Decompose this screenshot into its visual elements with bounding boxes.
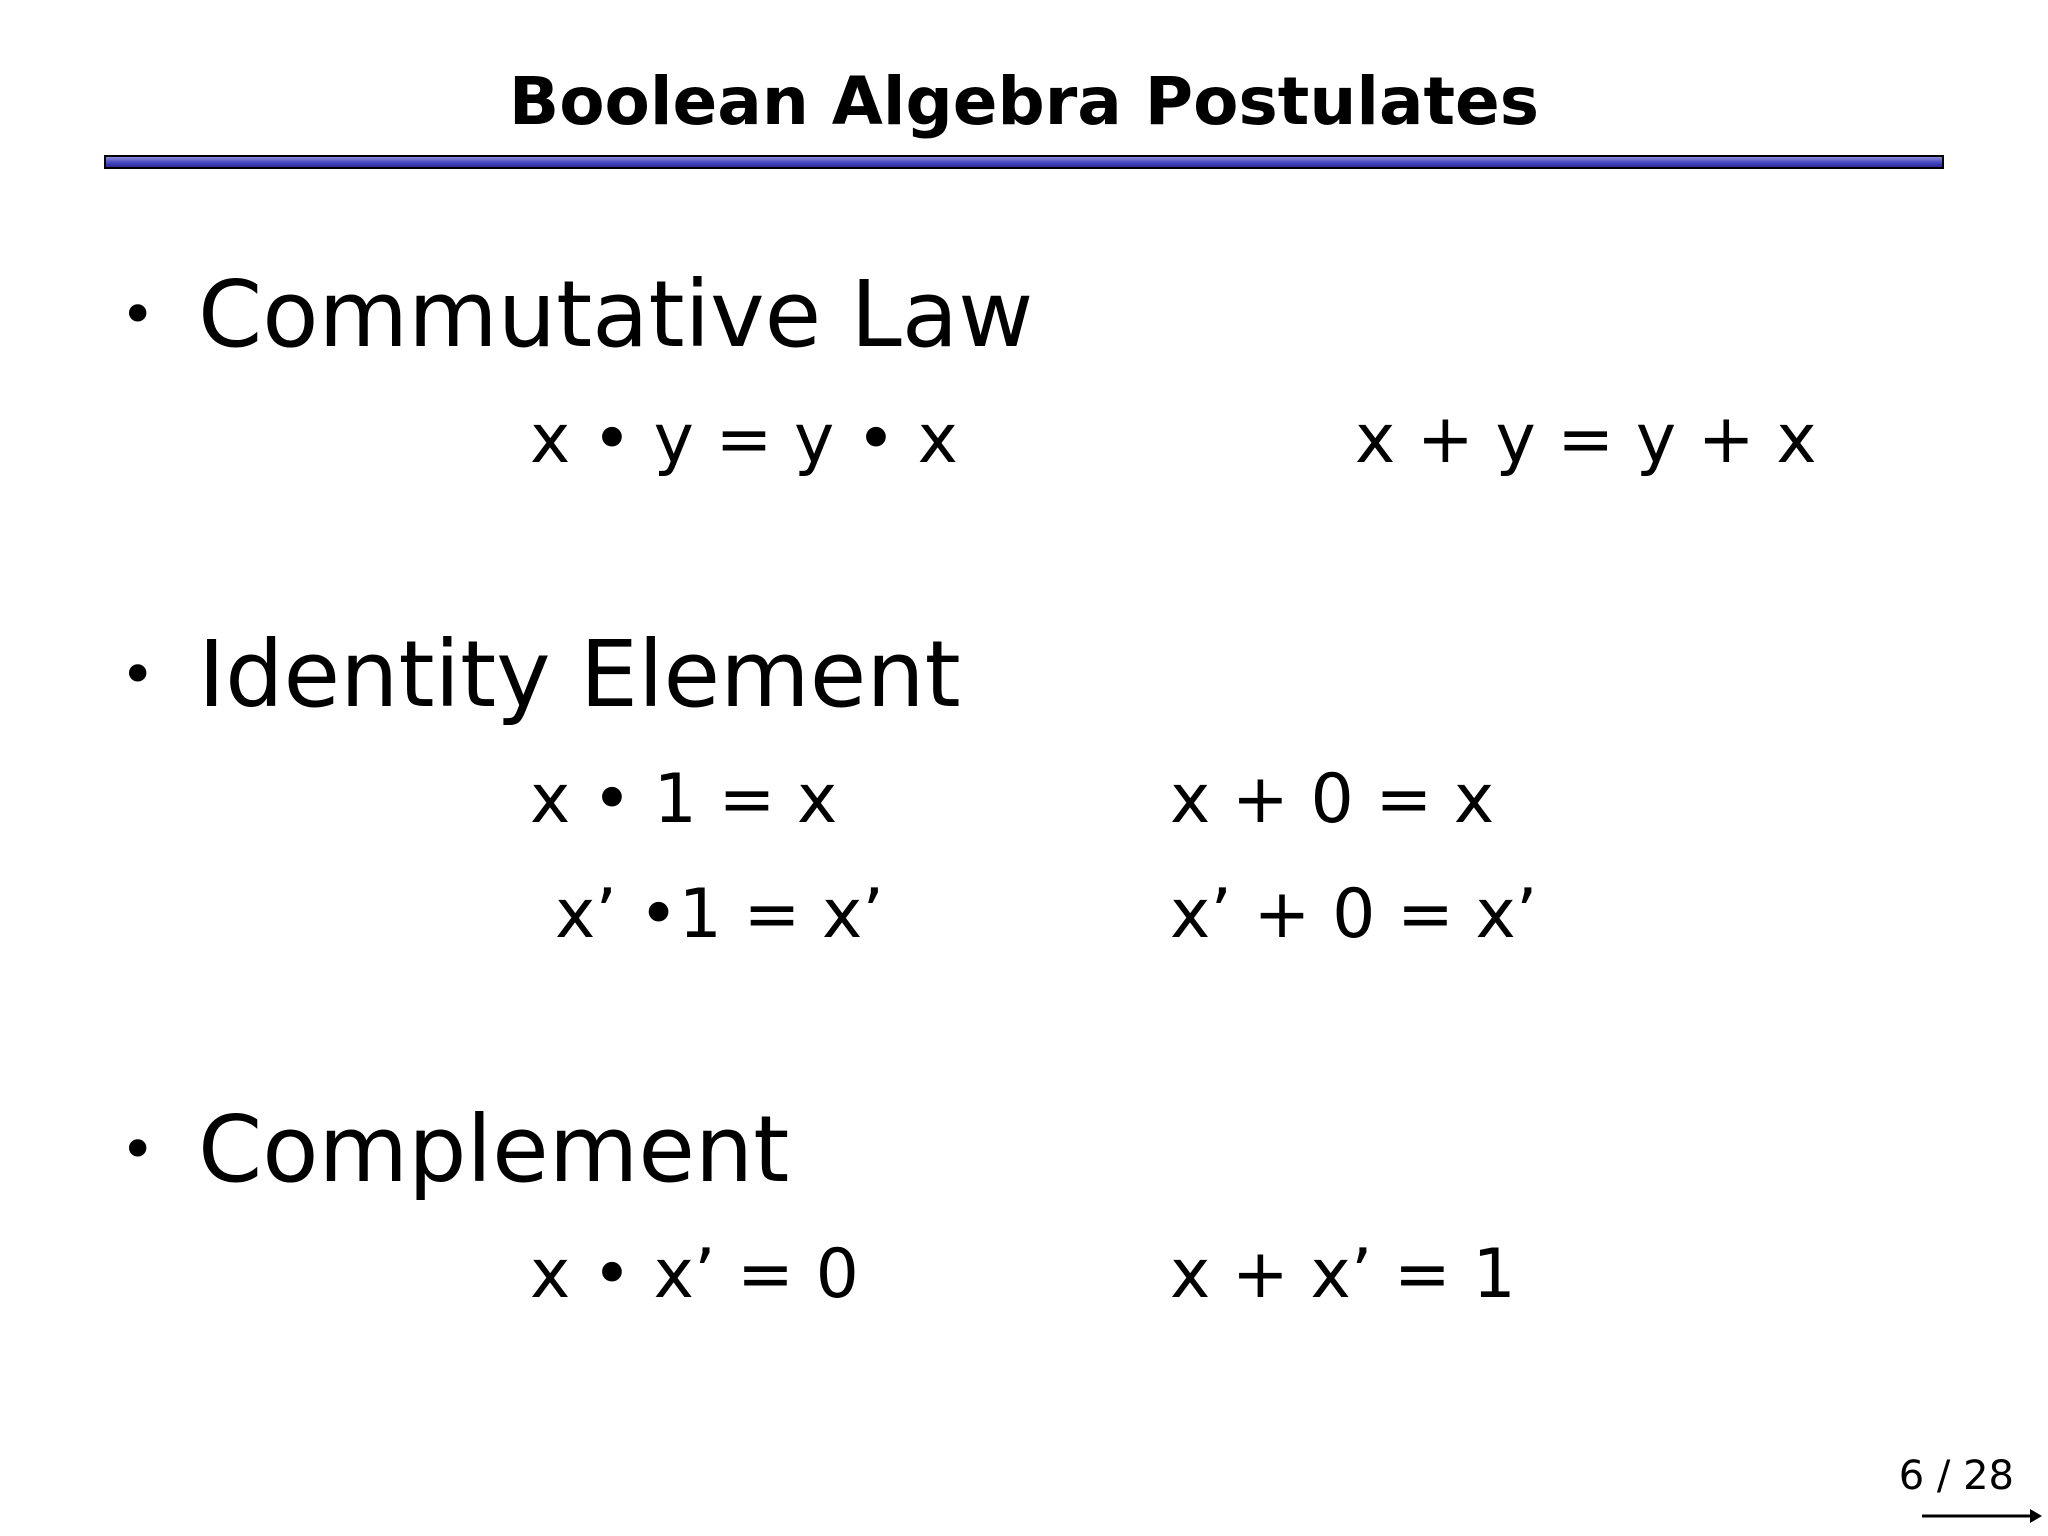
heading-identity-element: Identity Element — [198, 621, 961, 728]
equation-identity-complement-and: x’ •1 = x’ — [555, 875, 884, 954]
equation-complement-or: x + x’ = 1 — [1170, 1235, 1516, 1314]
equation-complement-and: x • x’ = 0 — [530, 1235, 859, 1314]
slide-title: Boolean Algebra Postulates — [508, 63, 1540, 140]
page-number: 6 / 28 — [1898, 1453, 2014, 1499]
equation-identity-or: x + 0 = x — [1170, 760, 1495, 839]
equation-identity-complement-or: x’ + 0 = x’ — [1170, 875, 1538, 954]
bullet-icon: • — [120, 1115, 156, 1185]
bullet-icon: • — [120, 640, 156, 710]
arrow-right-icon[interactable] — [1920, 1506, 2044, 1526]
heading-complement: Complement — [198, 1096, 790, 1203]
equation-commutative-or: x + y = y + x — [1355, 400, 1817, 479]
equation-commutative-and: x • y = y • x — [530, 400, 958, 479]
equation-identity-and: x • 1 = x — [530, 760, 838, 839]
heading-commutative-law: Commutative Law — [198, 261, 1034, 368]
bullet-icon: • — [120, 280, 156, 350]
title-divider — [104, 155, 1944, 169]
